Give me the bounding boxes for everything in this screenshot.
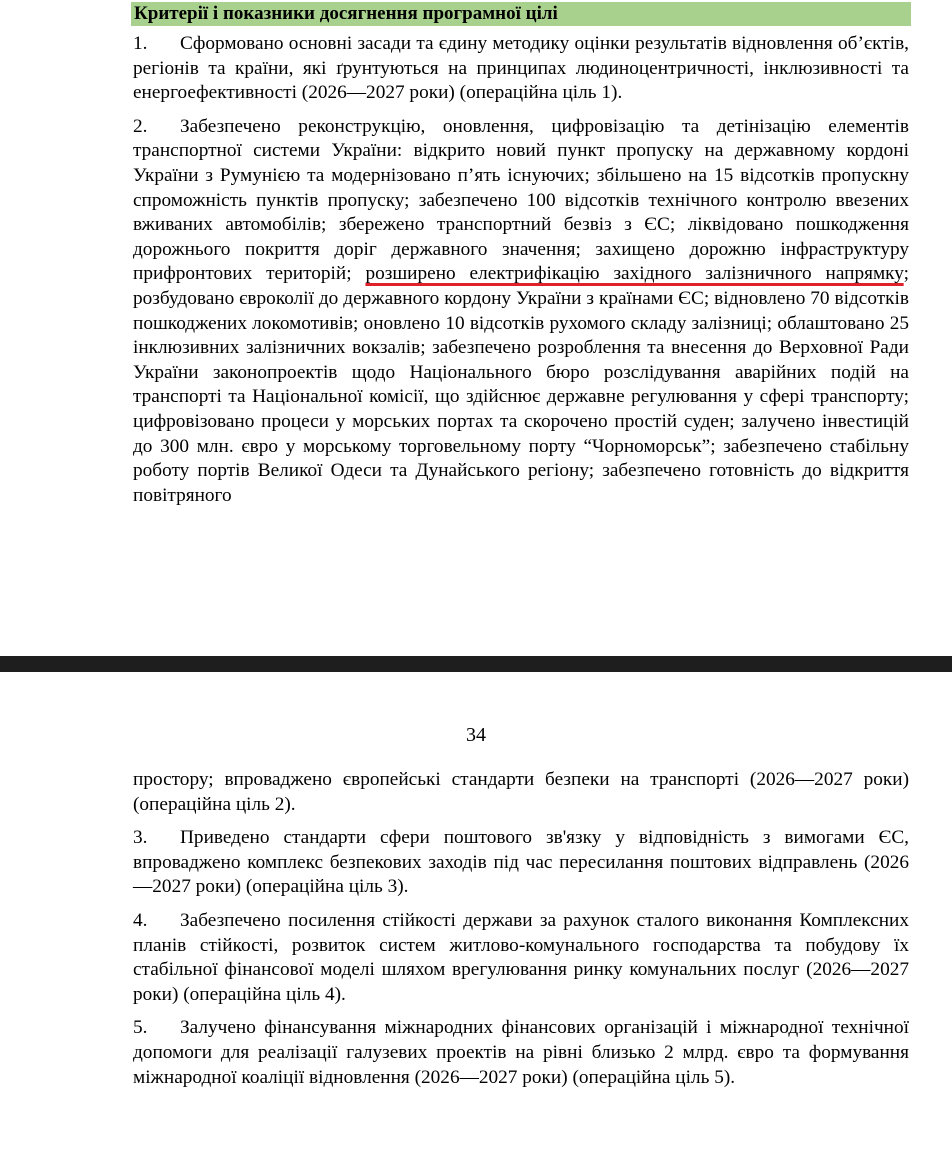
item-text: Сформовано основні засади та єдину методику оцінки результатів відновлення об’єктів, регіонів та країни, які ґрунтуються на принципах людиноцентричності, інклюзивності та енергоефективності (2026—2027 роки) (операційна ціль 1). <box>133 33 909 104</box>
item-number: 1. <box>133 33 148 54</box>
item-text: Забезпечено реконструкцію, оновлення, цифровізацію та детінізацію елементів транспортної системи України: відкрито новий пункт пропуску на державному кордоні України з Румунією та модернізовано п’ять існуючих; збільшено на 15 відсотків пропускну спроможність пунктів пропуску; забезпечено 100 відсотків технічного контролю ввезених вживаних автомобілів; збережено транспортний безвіз з ЄС; ліквідовано пошкодження дорожнього покриття доріг державного значення; захищено дорожню інфраструктуру прифронтових територій; <box>133 115 909 285</box>
list-item-2-continuation <box>133 768 909 817</box>
item-text: Приведено стандарти сфери поштового зв'язку у відповідність з вимогами ЄС, впроваджено комплекс безпекових заходів під час пересилання поштових відправлень (2026—2027 роки) (операційна ціль 3). <box>133 827 909 898</box>
page-separator <box>0 656 952 672</box>
list-item-5 <box>133 1016 909 1090</box>
item-text-continued: ; розбудовано євроколії до державного кордону України з країнами ЄС; відновлено 70 відсотків пошкоджених локомотивів; оновлено 10 відсотків рухомого складу залізниці; облаштовано 25 інклюзивних залізничних вокзалів; забезпечено розроблення та внесення до Верховної Ради України законопроектів щодо Національного бюро розслідування аварійних подій на транспорті та Національної комісії, що здійснює державне регулювання у сфері транспорту; цифровізовано процеси у морських портах та скорочено простій суден; залучено інвестицій до 300 млн. євро у морському торговельному порту “Чорноморськ”; забезпечено стабільну роботу портів Великої Одеси та Дунайського регіону; забезпечено готовність до відкриття повітряного <box>133 263 909 506</box>
item-number: 2. <box>133 115 148 137</box>
item-text: простору; впроваджено європейські стандарти безпеки на транспорті (2026—2027 роки) (операційна ціль 2). <box>133 769 909 815</box>
item-text: Залучено фінансування міжнародних фінансових організацій і міжнародної технічної допомоги для реалізації галузевих проектів на рівні близько 2 млрд. євро та формування міжнародної коаліції відновлення (2026—2027 роки) (операційна ціль 5). <box>133 1017 909 1088</box>
criteria-list-bottom <box>133 768 909 1099</box>
criteria-list-top <box>133 32 909 517</box>
highlighted-phrase: розширено електрифікацію західного залізничного напрямку <box>365 263 904 285</box>
list-item-2 <box>133 115 909 509</box>
list-item-3 <box>133 826 909 900</box>
section-heading: Критерії і показники досягнення програмної цілі <box>131 2 911 26</box>
item-text: Забезпечено посилення стійкості держави за рахунок сталого виконання Комплексних планів стійкості, розвиток систем житлово-комунального господарства та побудову їх стабільної фінансової моделі шляхом врегулювання ринку комунальних послуг (2026—2027 роки) (операційна ціль 4). <box>133 909 909 1005</box>
item-number: 3. <box>133 827 148 849</box>
item-number: 5. <box>133 1017 148 1039</box>
list-item-1 <box>133 32 909 106</box>
item-number: 4. <box>133 909 148 931</box>
list-item-4 <box>133 909 909 1007</box>
page-number: 34 <box>466 724 486 746</box>
